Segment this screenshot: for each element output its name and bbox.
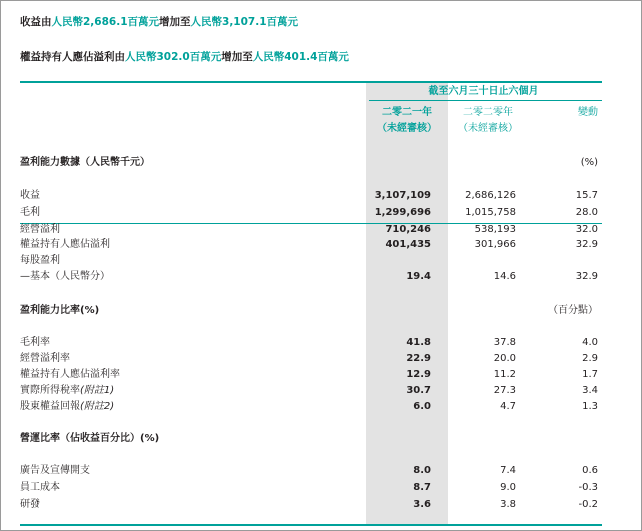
headline-profit [20,49,349,64]
row-label: 權益持有人應佔溢利 [20,239,110,250]
row-label: 廣告及宣傳開支 [20,465,90,476]
value-2021: 6.0 [413,401,431,412]
period-header: 截至六月三十日止六個月 [428,86,539,97]
value-2020: 7.4 [500,465,516,476]
value-2020: 9.0 [500,482,516,493]
headline-revenue [20,14,298,29]
row-label: 研發 [20,499,40,510]
value-2020: 3.8 [500,499,516,510]
row-label: 實際所得稅率 [20,385,80,396]
col-change-header: 變動 [578,107,598,118]
value-2021: 1,299,696 [374,207,431,218]
headline-prefix: 權益持有人應佔溢利由 [20,51,125,63]
table-top-rule [20,81,602,83]
section-title: 營運比率（佔收益百分比）(%) [20,433,160,444]
col-2021-header: 二零二一年 [382,107,432,118]
value-2021: 8.7 [413,482,431,493]
row-label-with-note [20,401,114,413]
value-2020: 301,966 [474,239,516,250]
col-2020-note: （未經審核） [458,123,518,134]
value-2021: 401,435 [385,239,431,250]
value-change: 1.3 [582,401,598,412]
section-unit: （百分點） [548,305,598,316]
row-label: 每股盈利 [20,255,60,266]
period-header-rule [369,100,602,101]
value-2020: 27.3 [493,385,516,396]
value-2021: 22.9 [406,353,431,364]
value-change: 32.0 [575,224,598,235]
value-2020: 1,015,758 [465,207,516,218]
headline-mid: 增加至 [159,16,191,28]
financial-highlights-table [20,81,602,526]
headline-prefix: 收益由 [20,16,52,28]
value-2021: 30.7 [406,385,431,396]
value-2020: 11.2 [493,369,516,380]
value-change: 4.0 [582,337,598,348]
headline-from: 人民幣2,686.1百萬元 [51,16,160,28]
section-title: 盈利能力數據（人民幣千元） [20,157,150,168]
value-change: 32.9 [575,239,598,250]
value-2020: 4.7 [500,401,516,412]
value-2020: 14.6 [493,271,516,282]
row-label: 經營溢利 [20,224,60,235]
headline-to: 人民幣3,107.1百萬元 [190,16,299,28]
value-change: 3.4 [582,385,598,396]
headline-from: 人民幣302.0百萬元 [125,51,222,63]
value-change: 28.0 [575,207,598,218]
current-year-column-shade [366,83,448,524]
section-title: 盈利能力比率(%) [20,305,100,316]
row-label: 毛利 [20,207,40,218]
row-note: (附註1) [80,385,115,396]
row-label: 毛利率 [20,337,50,348]
value-change: -0.2 [578,499,598,510]
row-label: 經營溢利率 [20,353,70,364]
value-change: 32.9 [575,271,598,282]
headline-mid: 增加至 [221,51,253,63]
row-label: 權益持有人應佔溢利率 [20,369,120,380]
table-bottom-rule [20,524,602,526]
col-2020-header: 二零二零年 [463,107,513,118]
value-2021: 19.4 [406,271,431,282]
value-2021: 710,246 [385,224,431,235]
value-2020: 2,686,126 [465,190,516,201]
row-note: (附註2) [80,401,115,412]
value-2020: 37.8 [493,337,516,348]
value-change: 15.7 [575,190,598,201]
col-2021-note: （未經審核） [377,123,437,134]
value-2021: 12.9 [406,369,431,380]
headline-to: 人民幣401.4百萬元 [252,51,349,63]
value-2021: 8.0 [413,465,431,476]
value-change: 0.6 [582,465,598,476]
value-2021: 3.6 [413,499,431,510]
value-2021: 3,107,109 [374,190,431,201]
value-2020: 538,193 [474,224,516,235]
value-change: 1.7 [582,369,598,380]
row-label: 員工成本 [20,482,60,493]
value-2020: 20.0 [493,353,516,364]
value-change: 2.9 [582,353,598,364]
value-2021: 41.8 [406,337,431,348]
row-label: 收益 [20,190,40,201]
row-label: 股東權益回報 [20,401,80,412]
section-unit: (%) [580,157,598,168]
value-change: -0.3 [578,482,598,493]
row-label: —基本（人民幣分） [20,271,110,282]
row-label-with-note [20,385,114,397]
